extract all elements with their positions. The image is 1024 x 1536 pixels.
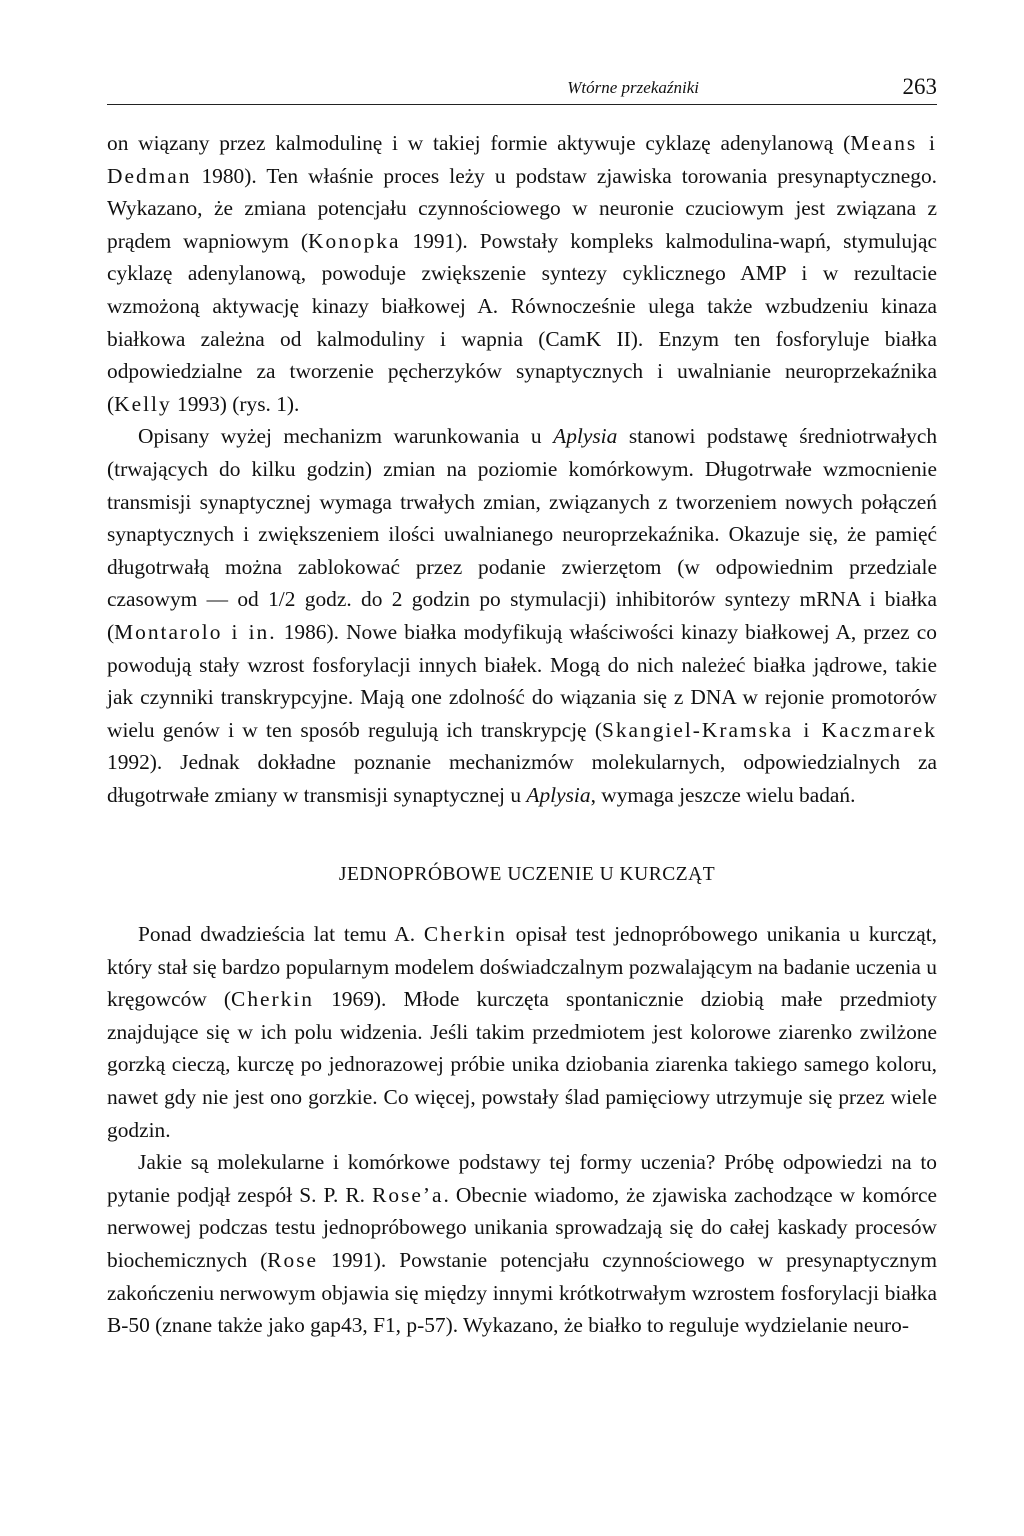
text-span: on wiązany przez kalmodulinę i w takiej formie aktywuje cyklazę adenylanową ( <box>107 131 851 155</box>
citation-author: Cherkin <box>231 987 314 1012</box>
paragraph-aplysia <box>107 420 937 811</box>
book-page <box>107 72 937 1342</box>
text-span: 1991). Powstanie potencjału czynnościowego w presynaptycznym zakończeniu nerwowym objawia się między innymi krótkotrwałym wzrostem fosforylacji białka B-50 (znane także jako gap43, F1, p-57). Wykazano, że białko to reguluje wydzielanie neuro- <box>107 1248 938 1338</box>
text-span: 1993) (rys. 1). <box>171 391 300 416</box>
text-span: Opisany wyżej mechanizm warunkowania u <box>138 424 554 449</box>
body-text <box>107 127 937 1342</box>
running-title: Wtórne przekaźniki <box>567 78 699 97</box>
text-span: , wymaga jeszcze wielu badań. <box>590 782 856 807</box>
text-span: 1991). Powstały kompleks kalmodulina-wapń, stymulując cyklazę adenylanową, powoduje zwiększenie syntezy cyklicznego AMP i w rezultacie wzmożoną aktywację kinazy białkowej A. Równocześnie ulega także wzbudzeniu kinaza białkowa zależna od kalmoduliny i wapnia (CamK II). Enzym ten fosforyluje białka odpowiedzialne za tworzenie pęcherzyków synaptycznych i uwalnianie neuroprzekaźnika ( <box>107 228 937 416</box>
paragraph-continued <box>107 127 937 420</box>
text-span: stanowi podstawę średniotrwałych (trwających do kilku godzin) zmian na poziomie komórkowym. Długotrwałe wzmocnienie transmisji synaptycznej wymaga trwałych zmian, związanych z tworzeniem nowych połączeń synaptycznych i zwiększeniem ilości uwalnianego neuroprzekaźnika. Okazuje się, że pamięć długotrwałą można zablokować przez podanie zwierzętom (w odpowiednim przedziale czasowym — od 1/2 godz. do 2 godzin po stymulacji) inhibitorów syntezy mRNA i białka ( <box>107 424 938 644</box>
text-span: 1980). Ten właśnie proces leży u podstaw zjawiska torowania presynaptycznego. Wykazano, że zmiana potencjału czynnościowego w neuronie czuciowym jest związana z prądem wapniowym ( <box>107 163 937 253</box>
running-header <box>107 72 937 105</box>
text-span: Jakie są molekularne i komórkowe podstawy tej formy uczenia? Próbę odpowiedzi na to pytanie podjął zespół S. P. R. <box>107 1150 937 1207</box>
text-span: Ponad dwadzieścia lat temu A. <box>138 922 424 947</box>
section-heading: JEDNOPRÓBOWE UCZENIE U KURCZĄT <box>338 864 716 886</box>
page-number: 263 <box>902 74 937 99</box>
text-span: 1986). Nowe białka modyfikują właściwości kinazy białkowej A, przez co powodują stały wzrost fosforylacji innych białek. Mogą do nich należeć białka jądrowe, takie jak czynniki transkrypcyjne. Mają one zdolność do wiązania się z DNA w rejonie promotorów wielu genów i w ten sposób regulują ich transkrypcję ( <box>107 619 937 742</box>
citation-author: Cherkin <box>423 922 507 947</box>
paragraph-chicks <box>107 918 937 1146</box>
text-span: 1969). Młode kurczęta spontanicznie dziobią małe przedmioty znajdujące się w ich polu widzenia. Jeśli takim przedmiotem jest kolorowe ziarenko zwilżone gorzką cieczą, kurczę po jednorazowej próbie unika dziobania ziarenka takiego samego koloru, nawet gdy nie jest ono gorzkie. Co więcej, powstały ślad pamięciowy utrzymuje się przez wiele godzin. <box>107 987 937 1142</box>
text-span: opisał test jednopróbowego unikania u kurcząt, który stał się bardzo popularnym modelem doświadczalnym pozwalającym na badanie uczenia u kręgowców ( <box>107 922 937 1012</box>
citation-author: Rose’a <box>372 1182 444 1207</box>
paragraph-molecular <box>107 1146 937 1342</box>
text-span: . Obecnie wiadomo, że zjawiska zachodzące w komórce nerwowej podczas testu jednopróbowego unikania sprowadzają się do całej kaskady procesów biochemicznych ( <box>107 1182 938 1272</box>
citation-author: Means i Dedman <box>107 131 937 188</box>
citation-author: Konopka <box>308 228 401 253</box>
citation-author: Kelly <box>114 391 172 416</box>
citation-author: Rose <box>267 1248 319 1272</box>
species-name: Aplysia <box>526 782 591 807</box>
citation-author: Montarolo i in. <box>114 619 277 644</box>
species-name: Aplysia <box>553 424 618 449</box>
text-span: 1992). Jednak dokładne poznanie mechanizmów molekularnych, odpowiedzialnych za długotrwałe zmiany w transmisji synaptycznej u <box>107 750 937 807</box>
citation-author: Skangiel-Kramska i Kaczmarek <box>601 717 937 742</box>
